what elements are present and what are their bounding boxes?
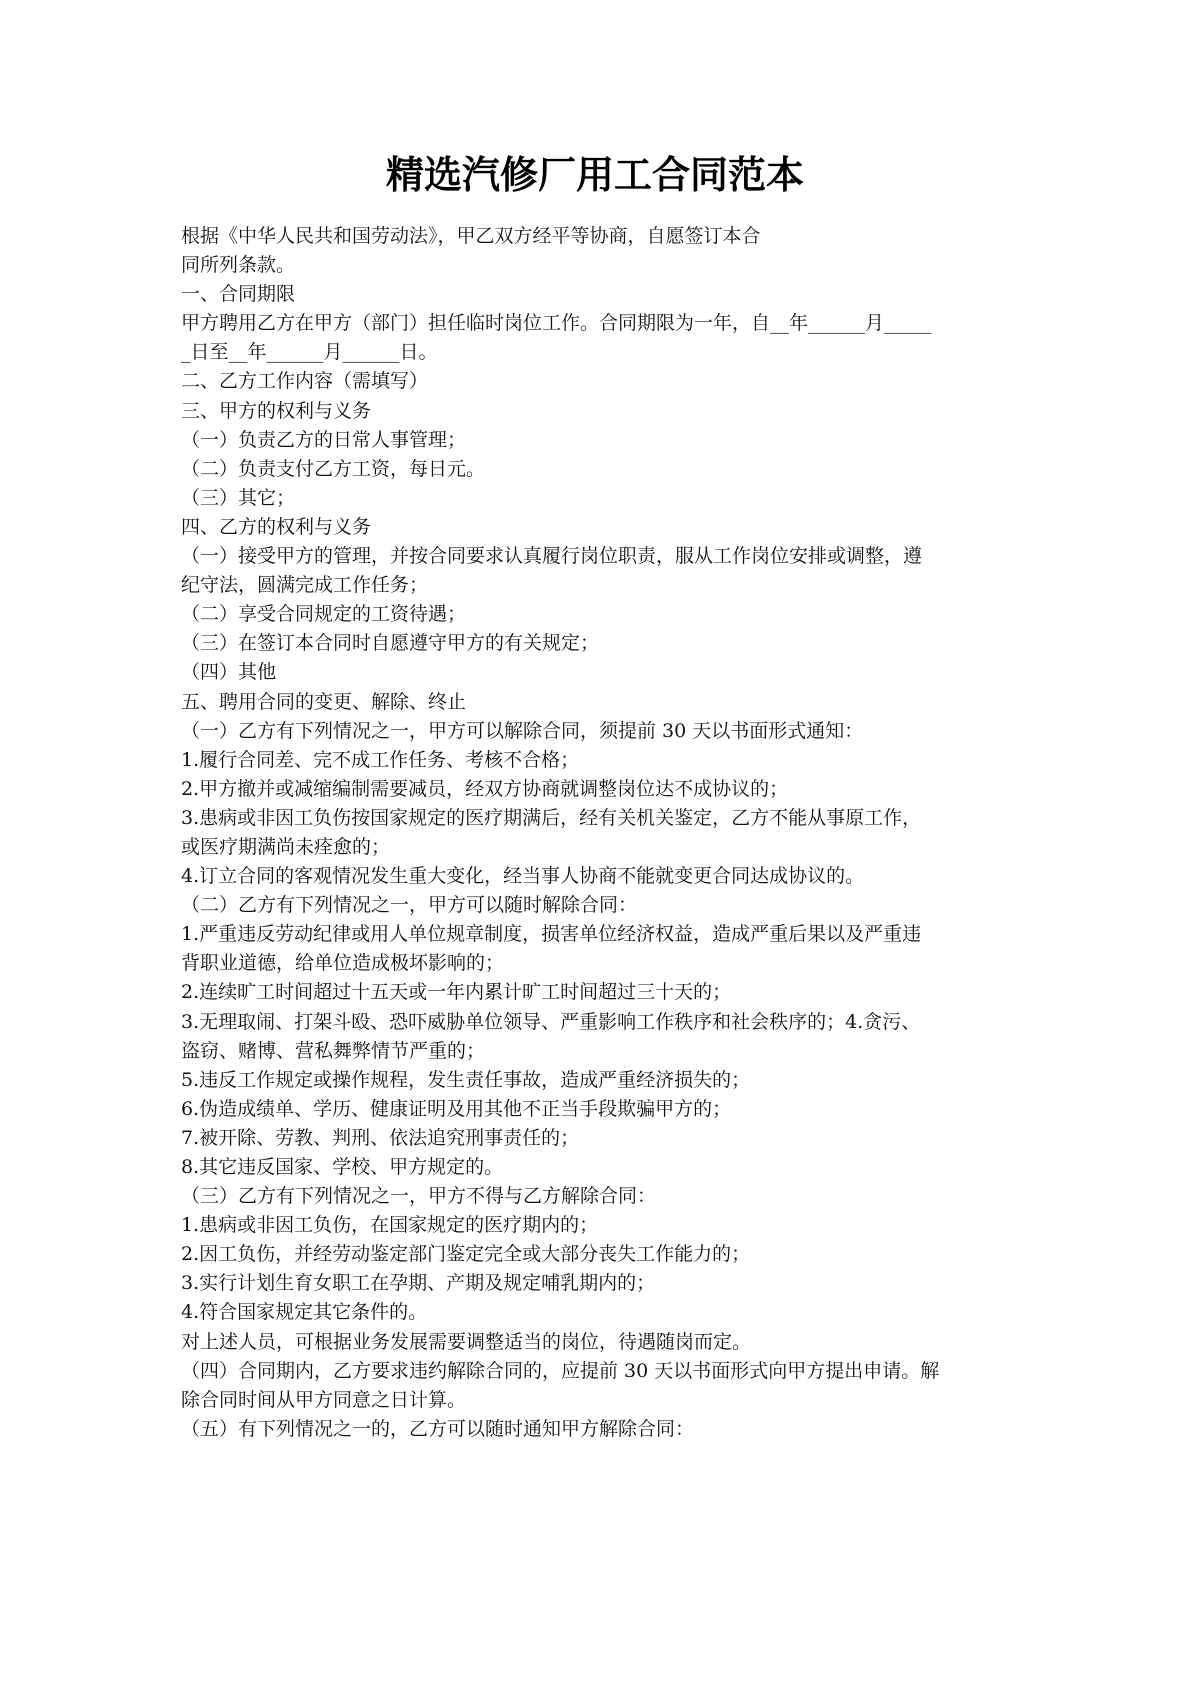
document-line: 根据《中华人民共和国劳动法》，甲乙双方经平等协商，自愿签订本合	[181, 225, 761, 247]
document-line: 3.实行计划生育女职工在孕期、产期及规定哺乳期内的；	[181, 1272, 656, 1295]
document-line: （五）有下列情况之一的，乙方可以随时通知甲方解除合同：	[181, 1417, 695, 1440]
document-line: （四）其他	[181, 661, 277, 684]
document-line: 对上述人员，可根据业务发展需要调整适当的岗位，待遇随岗而定。	[181, 1330, 752, 1353]
document-line: （三）在签订本合同时自愿遵守甲方的有关规定；	[181, 632, 600, 655]
document-line: 7.被开除、劳教、判刑、依法追究刑事责任的；	[181, 1126, 580, 1149]
document-line: 4.符合国家规定其它条件的。	[181, 1301, 428, 1324]
document-line: 1.严重违反劳动纪律或用人单位规章制度，损害单位经济权益，造成严重后果以及严重违	[181, 923, 922, 946]
document-line: （一）负责乙方的日常人事管理；	[181, 428, 467, 451]
document-line: （二）负责支付乙方工资，每日元。	[181, 457, 486, 480]
document-line: （一）接受甲方的管理，并按合同要求认真履行岗位职责，服从工作岗位安排或调整，遵	[181, 545, 923, 568]
document-line: 2.连续旷工时间超过十五天或一年内累计旷工时间超过三十天的；	[181, 981, 732, 1004]
document-line: 背职业道德，给单位造成极坏影响的；	[181, 952, 505, 975]
document-line: 2.甲方撤并或减缩编制需要减员，经双方协商就调整岗位达不成协议的；	[181, 777, 789, 800]
document-line: （二）乙方有下列情况之一，甲方可以随时解除合同：	[181, 894, 638, 917]
document-line: 甲方聘用乙方在甲方（部门）担任临时岗位工作。合同期限为一年，自__年______月_____	[181, 312, 932, 335]
document-line: 二、乙方工作内容（需填写）	[181, 370, 429, 393]
document-line: 或医疗期满尚未痊愈的；	[181, 835, 391, 858]
document-line: 四、乙方的权利与义务	[181, 515, 372, 538]
document-line: 3.无理取闹、打架斗殴、恐吓威胁单位领导、严重影响工作秩序和社会秩序的；4.贪污、	[181, 1010, 921, 1033]
document-line: 纪守法，圆满完成工作任务；	[181, 574, 429, 597]
document-line: 8.其它违反国家、学校、甲方规定的。	[181, 1156, 504, 1178]
document-line: （三）其它；	[181, 486, 296, 509]
document-line: 1.履行合同差、完不成工作任务、考核不合格；	[181, 748, 580, 771]
document-line: （四）合同期内，乙方要求违约解除合同的，应提前 30 天以书面形式向甲方提出申请。解	[181, 1359, 940, 1382]
document-line: 4.订立合同的客观情况发生重大变化，经当事人协商不能就变更合同达成协议的。	[181, 865, 865, 888]
document-line: 2.因工负伤，并经劳动鉴定部门鉴定完全或大部分丧失工作能力的；	[181, 1243, 751, 1266]
document-line: （二）享受合同规定的工资待遇；	[181, 603, 467, 626]
document-line: 6.伪造成绩单、学历、健康证明及用其他不正当手段欺骗甲方的；	[181, 1097, 732, 1120]
document-line: 3.患病或非因工负伤按国家规定的医疗期满后，经有关机关鉴定，乙方不能从事原工作，	[181, 806, 922, 829]
document-line: _日至__年______月______日。	[181, 341, 438, 364]
document-line: （一）乙方有下列情况之一，甲方可以解除合同，须提前 30 天以书面形式通知：	[181, 719, 864, 742]
document-title: 精选汽修厂用工合同范本	[385, 152, 804, 197]
document-line: 除合同时间从甲方同意之日计算。	[181, 1388, 467, 1411]
document-line: 1.患病或非因工负伤，在国家规定的医疗期内的；	[181, 1214, 599, 1237]
document-line: 盗窃、赌博、营私舞弊情节严重的；	[181, 1039, 486, 1062]
document-line: （三）乙方有下列情况之一，甲方不得与乙方解除合同：	[181, 1185, 657, 1208]
document-body	[181, 222, 1021, 1444]
document-line: 5.违反工作规定或操作规程，发生责任事故，造成严重经济损失的；	[181, 1068, 751, 1091]
document-line: 一、合同期限	[181, 283, 296, 306]
document-line: 同所列条款。	[181, 254, 296, 277]
document-line: 三、甲方的权利与义务	[181, 399, 372, 422]
document-line: 五、聘用合同的变更、解除、终止	[181, 690, 467, 713]
